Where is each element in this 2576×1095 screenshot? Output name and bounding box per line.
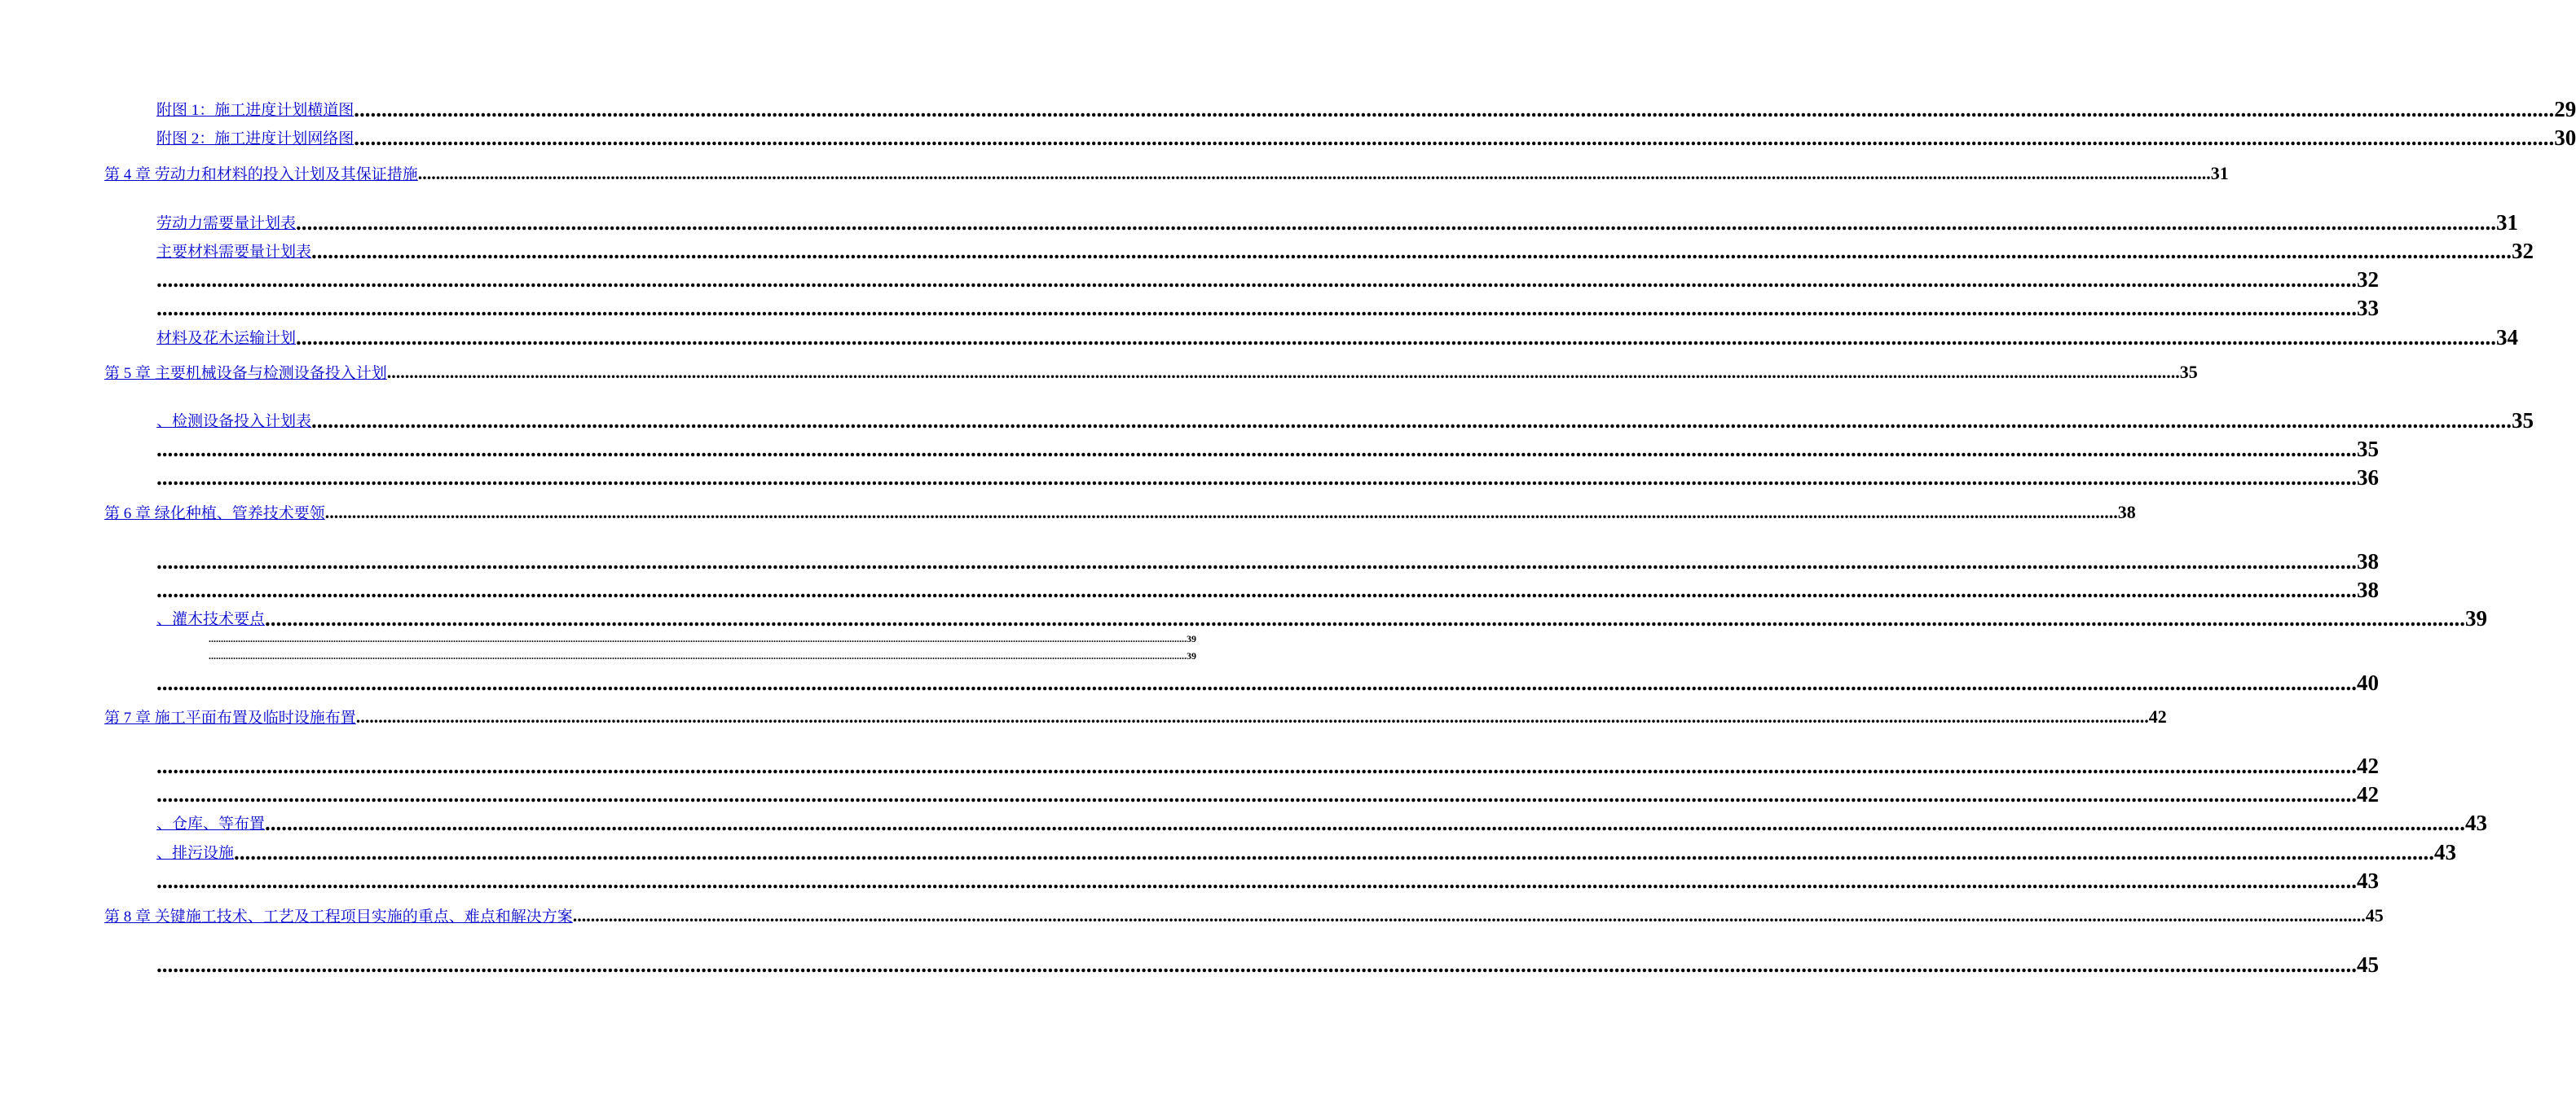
toc-entry-title-link[interactable]: 第 7 章 施工平面布置及临时设施布置 (104, 710, 356, 727)
toc-entry[interactable] (104, 361, 2198, 384)
toc-dot-leader: ................................................................................................................................................................................................................................................................................................................................................................................................................ (311, 239, 2512, 263)
toc-page-number: 45 (2365, 905, 2384, 926)
toc-entry[interactable] (104, 706, 2167, 728)
toc-entry[interactable] (104, 162, 2229, 185)
toc-entry[interactable] (156, 868, 2379, 894)
toc-dot-leader: ................................................................................................................................................................................................................................................................................................................................................................................................................ (324, 502, 2118, 522)
toc-entry-title-link[interactable]: 材料及花木运输计划 (156, 330, 297, 347)
toc-entry-title-link[interactable]: 第 8 章 关键施工技术、工艺及工程项目实施的重点、难点和解决方案 (104, 908, 573, 926)
toc-dot-leader: ................................................................................................................................................................................................................................................................................................................................................................................................................ (209, 650, 1187, 662)
toc-entry-title-link[interactable]: 附图 1：施工进度计划横道图 (156, 102, 354, 119)
toc-dot-leader: ................................................................................................................................................................................................................................................................................................................................................................................................................ (355, 706, 2149, 727)
toc-entry[interactable] (156, 96, 2576, 122)
toc-page-number: 38 (2357, 549, 2379, 574)
toc-entry-title-link[interactable]: 第 4 章 劳动力和材料的投入计划及其保证措施 (104, 166, 418, 183)
toc-dot-leader: ................................................................................................................................................................................................................................................................................................................................................................................................................ (156, 549, 2357, 574)
toc-entry-title-link[interactable]: 、排污设施 (156, 845, 235, 862)
toc-page-number: 45 (2357, 952, 2379, 977)
toc-page-number: 43 (2434, 840, 2457, 864)
toc-page-number: 43 (2357, 869, 2379, 893)
toc-entry[interactable] (156, 952, 2379, 978)
toc-dot-leader: ................................................................................................................................................................................................................................................................................................................................................................................................................ (156, 465, 2357, 490)
toc-dot-leader: ................................................................................................................................................................................................................................................................................................................................................................................................................ (296, 325, 2497, 350)
toc-page-number: 30 (2554, 125, 2576, 150)
toc-page-number: 35 (2357, 437, 2379, 461)
toc-page-number: 42 (2357, 754, 2379, 778)
toc-dot-leader: ................................................................................................................................................................................................................................................................................................................................................................................................................ (156, 296, 2357, 320)
toc-dot-leader: ................................................................................................................................................................................................................................................................................................................................................................................................................ (156, 754, 2357, 778)
toc-dot-leader: ................................................................................................................................................................................................................................................................................................................................................................................................................ (265, 811, 2466, 835)
toc-dot-leader: ................................................................................................................................................................................................................................................................................................................................................................................................................ (156, 671, 2357, 695)
toc-entry[interactable] (156, 125, 2576, 151)
toc-dot-leader: ................................................................................................................................................................................................................................................................................................................................................................................................................ (156, 869, 2357, 893)
toc-entry[interactable] (156, 781, 2379, 807)
toc-entry-title-link[interactable]: 、仓库、等布置 (156, 816, 266, 833)
toc-dot-leader: ................................................................................................................................................................................................................................................................................................................................................................................................................ (417, 163, 2211, 183)
toc-page-number: 38 (2357, 578, 2379, 602)
toc-page-number: 42 (2357, 782, 2379, 807)
toc-entry-title-link[interactable]: 、灌木技术要点 (156, 611, 266, 628)
toc-entry[interactable] (156, 753, 2379, 779)
toc-page-number: 32 (2357, 267, 2379, 292)
toc-dot-leader: ................................................................................................................................................................................................................................................................................................................................................................................................................ (156, 952, 2357, 977)
toc-entry[interactable] (156, 810, 2488, 836)
toc-entry[interactable] (156, 839, 2457, 865)
toc-entry[interactable] (156, 324, 2519, 350)
toc-entry[interactable] (156, 295, 2379, 321)
toc-page-number: 35 (2179, 362, 2198, 382)
toc-entry-title-link[interactable]: 主要材料需要量计划表 (156, 244, 312, 261)
toc-entry[interactable] (209, 632, 1196, 645)
toc-page-number: 43 (2465, 811, 2488, 835)
toc-entry[interactable] (156, 577, 2379, 603)
toc-entry-title-link[interactable]: 、检测设备投入计划表 (156, 413, 312, 430)
toc-entry-title-link[interactable]: 劳动力需要量计划表 (156, 215, 297, 232)
toc-entry[interactable] (156, 436, 2379, 462)
toc-dot-leader: ................................................................................................................................................................................................................................................................................................................................................................................................................ (156, 578, 2357, 602)
toc-entry[interactable] (156, 464, 2379, 490)
toc-page-number: 32 (2512, 239, 2534, 263)
toc-entry[interactable] (156, 670, 2379, 696)
toc-entry[interactable] (156, 605, 2488, 631)
toc-dot-leader: ................................................................................................................................................................................................................................................................................................................................................................................................................ (354, 97, 2555, 121)
toc-entry[interactable] (104, 904, 2384, 927)
toc-page-number: 31 (2496, 210, 2519, 235)
toc-page-number: 38 (2117, 502, 2136, 522)
toc-entry[interactable] (156, 238, 2534, 264)
toc-page-number: 40 (2357, 671, 2379, 695)
toc-entry[interactable] (156, 266, 2379, 292)
toc-entry-title-link[interactable]: 第 6 章 绿化种植、管养技术要领 (104, 505, 325, 522)
toc-dot-leader: ................................................................................................................................................................................................................................................................................................................................................................................................................ (265, 606, 2466, 631)
toc-dot-leader: ................................................................................................................................................................................................................................................................................................................................................................................................................ (386, 362, 2180, 382)
toc-page-number: 29 (2554, 97, 2576, 121)
toc-dot-leader: ................................................................................................................................................................................................................................................................................................................................................................................................................ (354, 125, 2555, 150)
toc-dot-leader: ................................................................................................................................................................................................................................................................................................................................................................................................................ (209, 633, 1187, 644)
toc-entry[interactable] (156, 407, 2534, 433)
toc-dot-leader: ................................................................................................................................................................................................................................................................................................................................................................................................................ (156, 267, 2357, 292)
toc-page-number: 39 (2465, 606, 2488, 631)
toc-dot-leader: ................................................................................................................................................................................................................................................................................................................................................................................................................ (296, 210, 2497, 235)
toc-page-number: 42 (2148, 706, 2167, 727)
toc-entry[interactable] (156, 548, 2379, 574)
toc-entry[interactable] (104, 501, 2136, 524)
toc-page-number: 39 (1187, 633, 1196, 644)
toc-dot-leader: ................................................................................................................................................................................................................................................................................................................................................................................................................ (311, 408, 2512, 433)
toc-page-number: 33 (2357, 296, 2379, 320)
toc-page-number: 36 (2357, 465, 2379, 490)
toc-dot-leader: ................................................................................................................................................................................................................................................................................................................................................................................................................ (156, 782, 2357, 807)
toc-dot-leader: ................................................................................................................................................................................................................................................................................................................................................................................................................ (156, 437, 2357, 461)
toc-dot-leader: ................................................................................................................................................................................................................................................................................................................................................................................................................ (234, 840, 2435, 864)
toc-entry[interactable] (209, 649, 1196, 662)
toc-page-number: 31 (2210, 163, 2229, 183)
toc-page-number: 35 (2512, 408, 2534, 433)
toc-page-number: 39 (1187, 650, 1196, 662)
toc-page-number: 34 (2496, 325, 2519, 350)
toc-entry[interactable] (156, 209, 2519, 235)
toc-dot-leader: ................................................................................................................................................................................................................................................................................................................................................................................................................ (572, 905, 2366, 926)
toc-entry-title-link[interactable]: 附图 2：施工进度计划网络图 (156, 130, 354, 147)
toc-entry-title-link[interactable]: 第 5 章 主要机械设备与检测设备投入计划 (104, 365, 387, 382)
